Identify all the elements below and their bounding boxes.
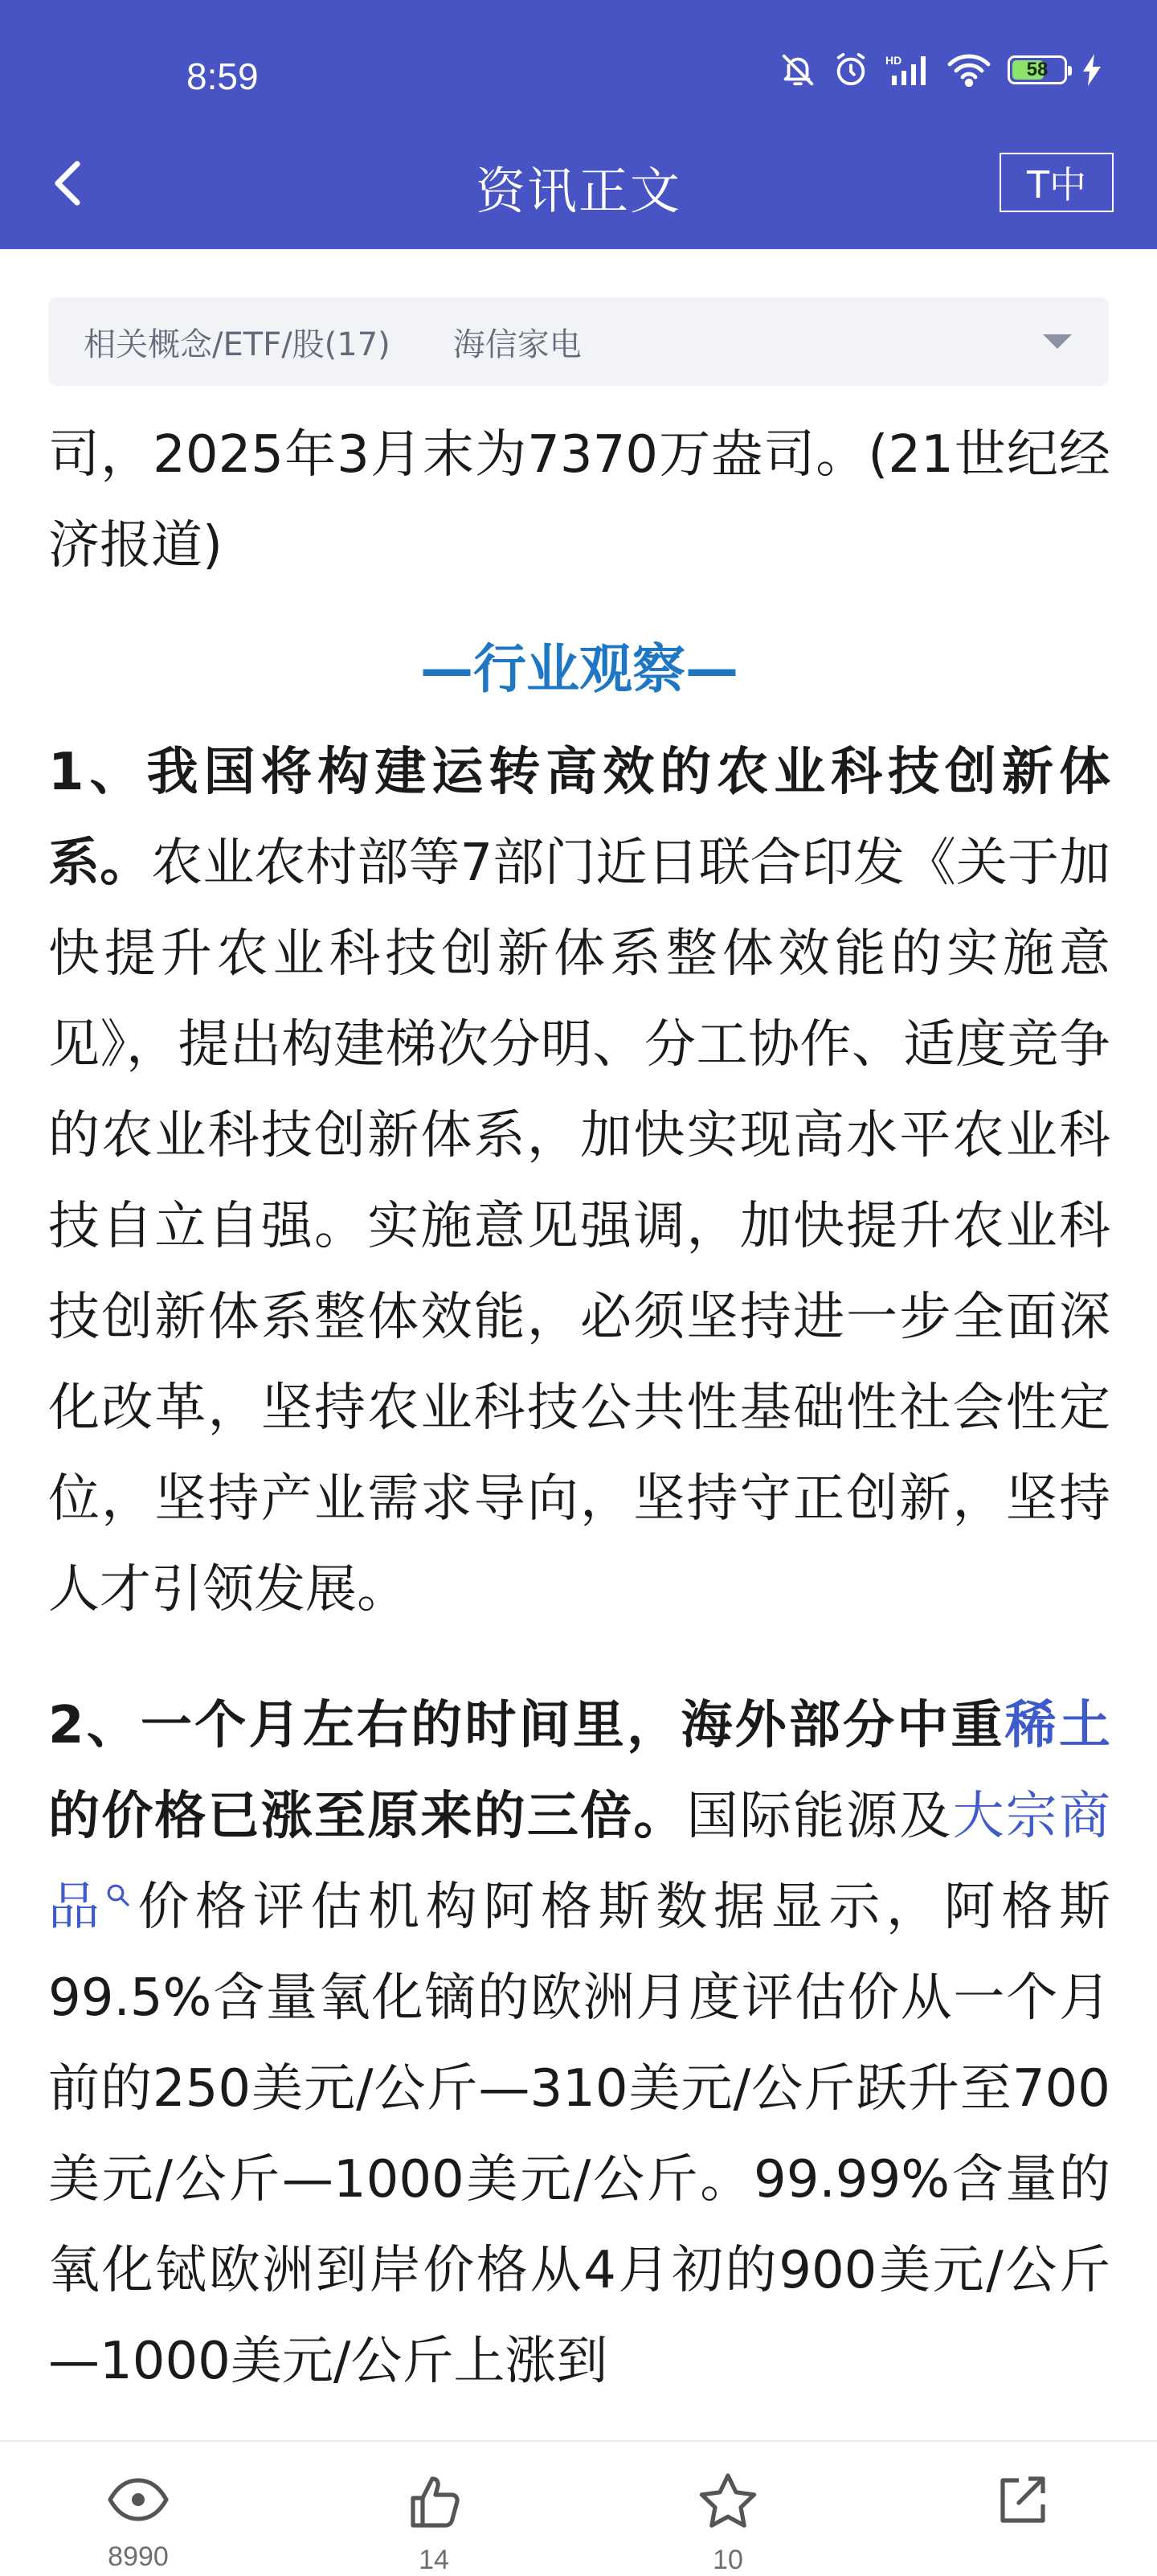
paragraph-2-headline-b: 的价格已涨至原来的三倍。 — [48, 1787, 687, 1846]
paragraph-2-body-b: 价格评估机构阿格斯数据显示，阿格斯99.5%含量氧化镝的欧洲月度评估价从一个月前的250美元/公斤—310美元/公斤跃升至700美元/公斤—1000美元/公斤。99.99%含量的氧化铽欧洲到岸价格从4月初的900美元/公斤—1000美元/公斤上涨到 — [48, 1878, 1111, 2391]
dropdown-arrow-icon[interactable] — [1043, 334, 1072, 349]
status-time: 8:59 — [186, 55, 259, 97]
wifi-icon — [946, 53, 991, 87]
commodity-link[interactable]: 大宗商品 — [48, 1787, 1111, 1937]
views-item[interactable] — [58, 2471, 219, 2573]
share-icon — [993, 2471, 1051, 2529]
charging-icon — [1083, 54, 1101, 86]
share-button[interactable] — [942, 2471, 1102, 2529]
section-heading: —行业观察— — [420, 638, 738, 700]
related-stock-link[interactable]: 海信家电 — [452, 326, 582, 363]
battery-level: 58 — [1026, 59, 1049, 80]
views-count: 8990 — [108, 2541, 169, 2572]
article-paragraph-1 — [48, 727, 1110, 1636]
favorite-button[interactable] — [648, 2471, 808, 2576]
status-icons — [779, 51, 1101, 88]
paragraph-2-headline-a: 2、一个月左右的时间里，海外部分中重 — [48, 1696, 1005, 1755]
svg-text:HD: HD — [885, 54, 902, 67]
search-icon[interactable] — [106, 1883, 130, 1907]
related-concepts-label: 相关概念/ETF/股(17) — [84, 326, 390, 363]
star-icon — [697, 2471, 759, 2532]
signal-icon — [885, 53, 930, 87]
top-app-bar — [0, 0, 1157, 249]
article-paragraph-2 — [48, 1681, 1110, 2407]
page-title: 资讯正文 — [475, 162, 681, 220]
like-button[interactable] — [354, 2471, 514, 2576]
article-body — [48, 410, 1110, 2407]
likes-count: 14 — [419, 2545, 449, 2575]
notifications-muted-icon — [779, 51, 816, 88]
bottom-action-bar — [0, 2440, 1157, 2574]
related-concepts-bar[interactable] — [48, 297, 1109, 386]
eye-icon — [105, 2471, 171, 2529]
paragraph-2-body-a: 国际能源及 — [686, 1787, 953, 1846]
article-paragraph-intro: 司，2025年3月末为7370万盎司。(21世纪经济报道) — [48, 425, 1110, 575]
alarm-icon — [832, 51, 869, 88]
thumbs-up-icon — [403, 2471, 464, 2532]
paragraph-1-body: 农业农村部等7部门近日联合印发《关于加快提升农业科技创新体系整体效能的实施意见》，提出构建梯次分明、分工协作、适度竞争的农业科技创新体系，加快实现高水平农业科技自立自强。实施意见强调，加快提升农业科技创新体系整体效能，必须坚持进一步全面深化改革，坚持农业科技公共性基础性社会性定位，坚持产业需求导向，坚持守正创新，坚持人才引领发展。 — [48, 833, 1111, 1620]
rare-earth-link[interactable]: 稀土 — [1004, 1696, 1111, 1755]
paragraph-1-headline: 1、我国将构建运转高效的农业科技创新体系。 — [48, 743, 1110, 893]
favorites-count: 10 — [713, 2545, 743, 2575]
battery-icon — [1008, 55, 1067, 84]
font-size-button[interactable]: T中 — [1000, 153, 1114, 212]
